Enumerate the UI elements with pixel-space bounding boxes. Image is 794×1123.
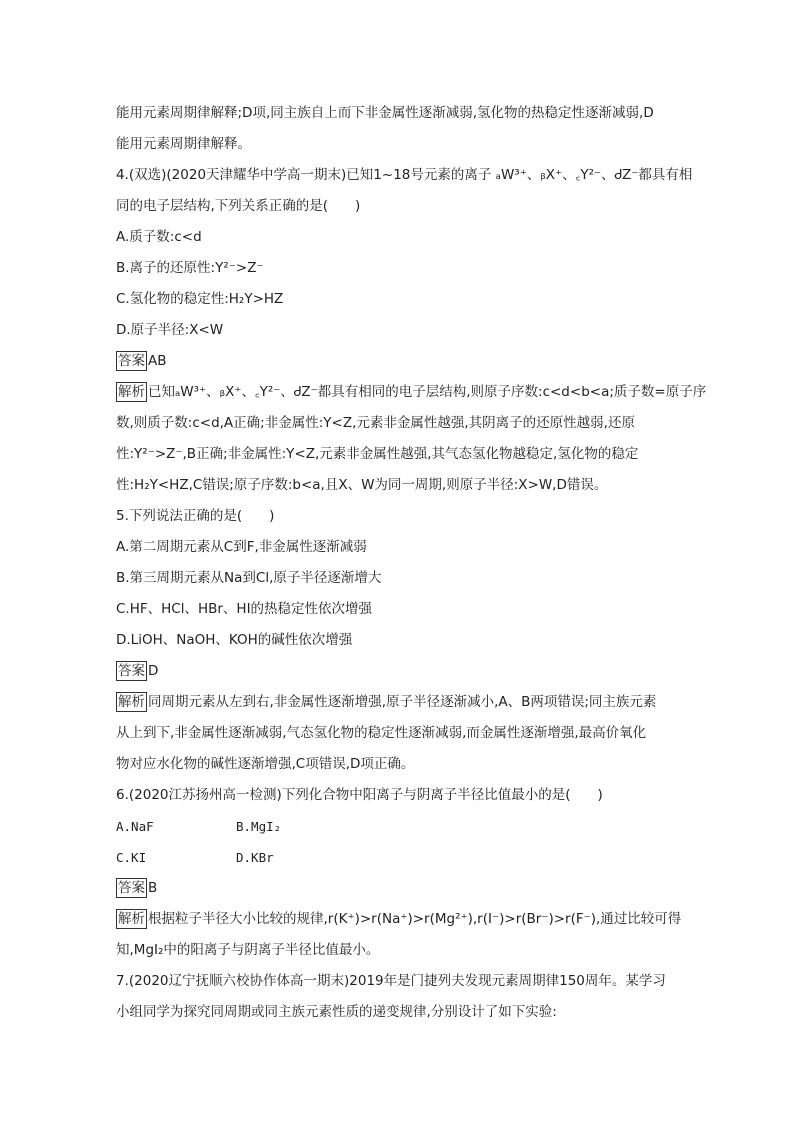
q4-option-a: A.质子数:c<d [116,229,202,245]
q5-option-a: A.第二周期元素从C到F,非金属性逐渐减弱 [116,539,367,555]
answer-label: 答案 [118,663,145,679]
analysis-label: 解析 [118,911,145,927]
q5-analysis-line-1 [116,687,682,718]
q5-answer-row [116,656,682,687]
q6-stem: 6.(2020江苏扬州高一检测)下列化合物中阳离子与阴离子半径比值最小的是( ) [116,787,603,803]
q7-stem-line-2: 小组同学为探究同周期或同主族元素性质的递变规律,分别设计了如下实验: [116,1004,557,1020]
q4-answer-value: AB [148,353,167,369]
answer-label: 答案 [118,353,145,369]
q6-option-c: C.KI [116,850,147,865]
q4-analysis-line-4: 性:H₂Y<HZ,C错误;原子序数:b<a,且X、W为同一周期,则原子半径:X>W,D错误。 [116,477,608,493]
q4-answer-row [116,346,682,377]
intro-line-2: 能用元素周期律解释。 [116,136,251,152]
q4-analysis-line-1 [116,377,707,408]
q5-stem: 5.下列说法正确的是( ) [116,508,275,524]
intro-line-1: 能用元素周期律解释;D项,同主族自上而下非金属性逐渐减弱,氢化物的热稳定性逐渐减弱,D [116,105,654,121]
q6-options-row-1 [116,811,682,842]
q4-stem-line-2: 同的电子层结构,下列关系正确的是( ) [116,198,361,214]
answer-label: 答案 [118,880,145,896]
q5-option-c: C.HF、HCl、HBr、HI的热稳定性依次增强 [116,601,373,617]
q6-answer-value: B [148,880,158,896]
analysis-label: 解析 [118,694,145,710]
q6-options-row-2 [116,842,682,873]
q6-analysis-line-2: 知,MgI₂中的阳离子与阴离子半径比值最小。 [116,942,380,958]
q6-answer-row [116,873,682,904]
q4-analysis-text-1: 已知ₐW³⁺、ᵦX⁺、꜀Y²⁻、ᏧZ⁻都具有相同的电子层结构,则原子序数:c<d<b<a;质子数=原子序 [148,384,707,400]
q4-stem-line-1: 4.(双选)(2020天津耀华中学高一期末)已知1~18号元素的离子 ₐW³⁺、ᵦX⁺、꜀Y²⁻、ᏧZ⁻都具有相 [116,167,693,183]
q5-analysis-text-1: 同周期元素从左到右,非金属性逐渐增强,原子半径逐渐减小,A、B两项错误;同主族元素 [148,694,657,710]
q6-option-b: B.MgI₂ [236,819,282,834]
q4-option-c: C.氢化物的稳定性:H₂Y>HZ [116,291,284,307]
q5-analysis-line-2: 从上到下,非金属性逐渐减弱,气态氢化物的稳定性逐渐减弱,而金属性逐渐增强,最高价氧化 [116,725,647,741]
q6-analysis-line-1 [116,904,682,935]
q4-option-d: D.原子半径:X<W [116,322,224,338]
q7-stem-line-1: 7.(2020辽宁抚顺六校协作体高一期末)2019年是门捷列夫发现元素周期律150周年。某学习 [116,973,666,989]
q6-option-a: A.NaF [116,819,154,834]
q6-option-d: D.KBr [236,850,274,865]
q5-option-d: D.LiOH、NaOH、KOH的碱性依次增强 [116,632,353,648]
analysis-label: 解析 [118,384,145,400]
document-page [116,98,707,1028]
q4-option-b: B.离子的还原性:Y²⁻>Z⁻ [116,260,264,276]
q6-analysis-text-1: 根据粒子半径大小比较的规律,r(K⁺)>r(Na⁺)>r(Mg²⁺),r(I⁻)>r(Br⁻)>r(F⁻),通过比较可得 [148,911,682,927]
q5-answer-value: D [148,663,159,679]
q5-option-b: B.第三周期元素从Na到Cl,原子半径逐渐增大 [116,570,382,586]
q4-analysis-line-3: 性:Y²⁻>Z⁻,B正确;非金属性:Y<Z,元素非金属性越强,其气态氢化物越稳定,氢化物的稳定 [116,446,639,462]
q4-analysis-line-2: 数,则质子数:c<d,A正确;非金属性:Y<Z,元素非金属性越强,其阴离子的还原性越弱,还原 [116,415,635,431]
q5-analysis-line-3: 物对应水化物的碱性逐渐增强,C项错误,D项正确。 [116,756,415,772]
